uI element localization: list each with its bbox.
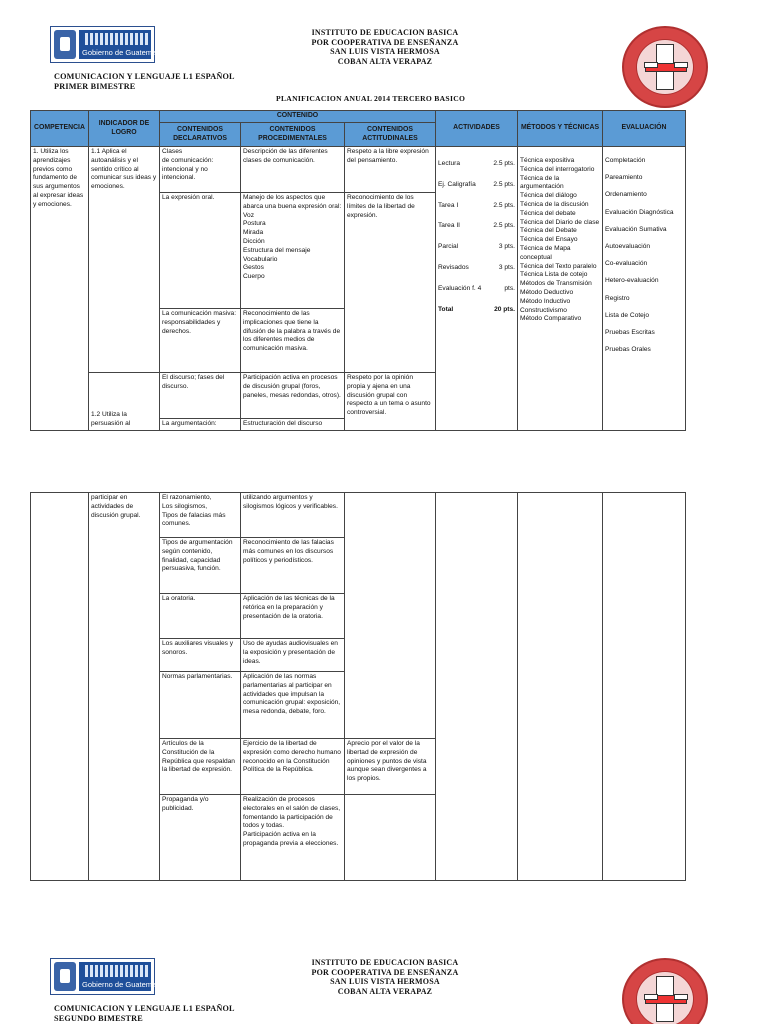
declarativo-cell: Normas parlamentarias. xyxy=(160,672,241,739)
actitudinal-cell xyxy=(345,795,436,881)
metodo-item: Técnica del Debate xyxy=(520,227,577,235)
declarativo-cell: El razonamiento, Los silogismos, Tipos de falacias más comunes. xyxy=(160,493,241,538)
actividad-row: Evaluación f. 4 pts. xyxy=(438,284,515,292)
school-emblem-icon xyxy=(622,26,708,108)
institute-line-2: POR COOPERATIVA DE ENSEÑANZA xyxy=(311,37,459,47)
procedimental-cell: Manejo de los aspectos que abarca una buena expresión oral: Voz Postura Mirada Dicción Estructura del mensaje Vocabulario Gestos Cuerpo xyxy=(241,193,345,309)
metodos-cell xyxy=(518,147,603,431)
procedimental-cell: Uso de ayudas audiovisuales en la exposición y presentación de ideas. xyxy=(241,639,345,672)
metodo-item: Técnica del Ensayo xyxy=(520,236,578,244)
subject-title: COMUNICACION Y LENGUAJE L1 ESPAÑOL xyxy=(54,1004,235,1013)
header-actitudinales: CONTENIDOS ACTITUDINALES xyxy=(345,123,436,147)
metodo-item: Técnica expositiva xyxy=(520,157,575,164)
planning-table-1 xyxy=(30,110,686,431)
declarativo-cell: La argumentación: xyxy=(160,419,241,431)
metodo-item: Técnica del debate xyxy=(520,209,576,217)
actividades-cell xyxy=(436,147,518,431)
palace-icon xyxy=(85,33,149,45)
actividad-row: Ej. Caligrafía 2.5 pts. xyxy=(438,180,515,188)
institute-line-1: INSTITUTO DE EDUCACION BASICA xyxy=(311,28,459,37)
institute-line-1: INSTITUTO DE EDUCACION BASICA xyxy=(311,958,459,967)
subject-block-2 xyxy=(54,1004,235,1023)
actividad-row: Tarea II 2.5 pts. xyxy=(438,222,515,230)
procedimental-cell: Aplicación de las normas parlamentarias al participar en actividades que impulsan la comunicación grupal: exposición, mesa redonda, debate, foro. xyxy=(241,672,345,739)
procedimental-cell: utilizando argumentos y silogismos lógicos y verificables. xyxy=(241,493,345,538)
procedimental-cell: Reconocimiento de las implicaciones que tiene la difusión de la palabra a través de los diferentes medios de comunicación masiva. xyxy=(241,309,345,373)
actitudinal-cell: Reconocimiento de los límites de la libertad de expresión. xyxy=(345,193,436,373)
procedimental-cell: Descripción de las diferentes clases de comunicación. xyxy=(241,147,345,193)
declarativo-cell: Propaganda y/o publicidad. xyxy=(160,795,241,881)
metodos-cell xyxy=(518,493,603,881)
period-title: PRIMER BIMESTRE xyxy=(54,81,136,91)
metodo-item: Técnica de la argumentación xyxy=(520,174,564,191)
school-emblem-icon xyxy=(622,958,708,1024)
evaluacion-item: Lista de Cotejo xyxy=(605,311,649,319)
evaluacion-item: Hetero-evaluación xyxy=(605,277,659,285)
institute-line-3: SAN LUIS VISTA HERMOSA xyxy=(330,47,440,57)
metodo-item: Método Inductivo xyxy=(520,297,571,305)
header-actividades: ACTIVIDADES xyxy=(436,111,518,147)
declarativo-cell: La comunicación masiva: responsabilidades y derechos. xyxy=(160,309,241,373)
metodo-item: Técnica Lista de cotejo xyxy=(520,271,588,279)
institute-line-2: POR COOPERATIVA DE ENSEÑANZA xyxy=(311,967,459,977)
header-competencia: COMPETENCIA xyxy=(31,111,89,147)
gobierno-logo xyxy=(50,26,163,63)
procedimental-cell: Estructuración del discurso xyxy=(241,419,345,431)
actividad-row: Lectura 2.5 pts. xyxy=(438,160,515,167)
declarativo-cell: Los auxiliares visuales y sonoros. xyxy=(160,639,241,672)
evaluacion-item: Autoevaluación xyxy=(605,242,651,250)
declarativo-cell: La expresión oral. xyxy=(160,193,241,309)
header-procedimentales: CONTENIDOS PROCEDIMENTALES xyxy=(241,123,345,147)
indicador-cell: participar en actividades de discusión grupal. xyxy=(89,493,160,881)
metodo-item: Técnica de Mapa conceptual xyxy=(520,244,571,261)
procedimental-cell: Realización de procesos electorales en el salón de clases, fomentando la participación de todos y todas. Participación activa en la propaganda previa a elecciones. xyxy=(241,795,345,881)
actividad-total-row: Total 20 pts. xyxy=(438,305,515,313)
period-title: SEGUNDO BIMESTRE xyxy=(54,1013,143,1023)
procedimental-cell: Ejercicio de la libertad de expresión como derecho humano reconocido en la Constitución Política de la República. xyxy=(241,739,345,795)
evaluacion-item: Evaluación Sumativa xyxy=(605,225,667,233)
procedimental-cell: Reconocimiento de las falacias más comunes en los discursos políticos y periodísticos. xyxy=(241,538,345,594)
declarativo-cell: Artículos de la Constitución de la República que respaldan la libertad de expresión. xyxy=(160,739,241,795)
metodo-item: Método Deductivo xyxy=(520,288,574,296)
actividad-row: Parcial 3 pts. xyxy=(438,243,515,251)
header-contenido: CONTENIDO xyxy=(160,111,436,123)
indicador-cell-2: 1.2 Utiliza la persuasión al xyxy=(89,373,160,431)
subject-block-1 xyxy=(54,72,235,91)
institute-line-4: COBAN ALTA VERAPAZ xyxy=(337,56,433,66)
evaluacion-cell xyxy=(603,147,686,431)
metodo-item: Constructivismo xyxy=(520,306,567,314)
metodo-item: Técnica del Diario de clase xyxy=(520,218,600,226)
coat-of-arms-icon xyxy=(54,30,76,59)
competencia-cell: 1. Utiliza los aprendizajes previos como fundamento de sus argumentos al expresar ideas y emociones. xyxy=(31,147,89,431)
actitudinal-cell: Respeto por la opinión propia y ajena en una discusión grupal con respecto a un tema o asunto controversial. xyxy=(345,373,436,431)
logo-text: Gobierno de Guatemala xyxy=(82,48,163,57)
metodo-item: Técnica del Texto paralelo xyxy=(520,262,597,270)
procedimental-cell: Aplicación de las técnicas de la retórica en la preparación y presentación de la oratoria. xyxy=(241,594,345,639)
procedimental-cell: Participación activa en procesos de discusión grupal (foros, paneles, mesas redondas, otros). xyxy=(241,373,345,419)
metodo-item: Técnica del interrogatorio xyxy=(520,165,595,173)
evaluacion-item: Evaluación Diagnóstica xyxy=(605,208,674,216)
evaluacion-cell xyxy=(603,493,686,881)
actividad-row: Revisados 3 pts. xyxy=(438,263,515,271)
evaluacion-item: Pruebas Escritas xyxy=(605,328,655,336)
metodo-item: Método Comparativo xyxy=(520,315,582,323)
declarativo-cell: Tipos de argumentación según contenido, finalidad, capacidad persuasiva, función. xyxy=(160,538,241,594)
palace-icon xyxy=(85,965,149,977)
evaluacion-item: Pruebas Orales xyxy=(605,346,651,354)
header-evaluacion: EVALUACIÓN xyxy=(603,111,686,147)
evaluacion-item: Registro xyxy=(605,294,630,302)
logo-text: Gobierno de Guatemala xyxy=(82,980,163,989)
institute-line-4: COBAN ALTA VERAPAZ xyxy=(337,986,433,996)
actitudinal-cell: Respeto a la libre expresión del pensamiento. xyxy=(345,147,436,193)
plan-title: PLANIFICACION ANUAL 2014 TERCERO BASICO xyxy=(276,94,466,103)
coat-of-arms-icon xyxy=(54,962,76,991)
subject-title: COMUNICACION Y LENGUAJE L1 ESPAÑOL xyxy=(54,72,235,81)
evaluacion-item: Co-evaluación xyxy=(605,260,648,268)
declarativo-cell: El discurso; fases del discurso. xyxy=(160,373,241,419)
institute-name xyxy=(300,28,470,66)
metodo-item: Técnica del diálogo xyxy=(520,192,577,200)
actividades-cell xyxy=(436,493,518,881)
header-declarativos: CONTENIDOS DECLARATIVOS xyxy=(160,123,241,147)
gobierno-logo xyxy=(50,958,163,995)
actitudinal-cell xyxy=(345,493,436,739)
institute-line-3: SAN LUIS VISTA HERMOSA xyxy=(330,977,440,987)
actitudinal-cell: Aprecio por el valor de la libertad de expresión de opiniones y puntos de vista aunque sean divergentes a los propios. xyxy=(345,739,436,795)
competencia-cell xyxy=(31,493,89,881)
actividad-row: Tarea I 2.5 pts. xyxy=(438,201,515,209)
institute-name xyxy=(300,958,470,996)
indicador-cell-1: 1.1 Aplica el autoanálisis y el sentido crítico al comunicar sus ideas y emociones. xyxy=(89,147,160,373)
header-indicador: INDICADOR DE LOGRO xyxy=(89,111,160,147)
declarativo-cell: La oratoria. xyxy=(160,594,241,639)
evaluacion-item: Pareamiento xyxy=(605,174,643,182)
evaluacion-item: Ordenamiento xyxy=(605,191,647,199)
planning-table-2 xyxy=(30,492,686,881)
metodo-item: Métodos de Transmisión xyxy=(520,280,592,288)
evaluacion-item: Completación xyxy=(605,157,646,164)
header-metodos: MÉTODOS Y TÉCNICAS xyxy=(518,111,603,147)
declarativo-cell: Clases de comunicación: intencional y no intencional. xyxy=(160,147,241,193)
metodo-item: Técnica de la discusión xyxy=(520,200,589,208)
